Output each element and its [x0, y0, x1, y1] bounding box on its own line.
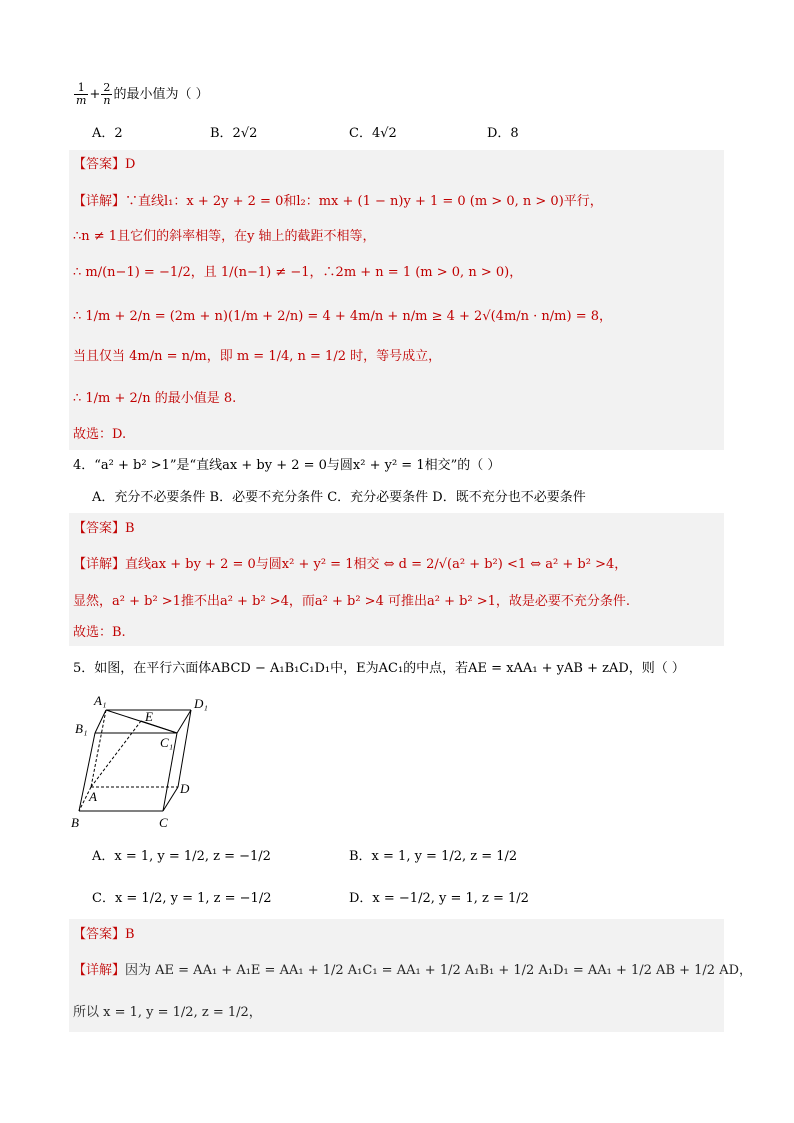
label-c1: C₁ [160, 735, 174, 750]
label-d: D [180, 781, 190, 796]
q3-choose: 故选：D. [73, 427, 127, 442]
answer-label: 【答案】 [73, 157, 126, 172]
hidden-segment-a-e [91, 721, 141, 787]
q5-stem: 5．如图，在平行六面体ABCD − A₁B₁C₁D₁中，E为AC₁的中点，若AE = xAA₁ + yAB + zAD，则（ ） [73, 661, 685, 676]
detail-label: 【详解】 [73, 557, 126, 572]
q5-answer [73, 925, 135, 945]
edge-a1-b1 [95, 710, 106, 733]
fraction-2-over-n: $\frac{2}{n}$ [103, 81, 111, 107]
q4-choose: 故选：B. [73, 625, 126, 640]
q3-detail-3: ∴ m/(n−1) = −1/2，且 1/(n−1) ≠ −1，∴2m + n = 1 (m > 0, n > 0)， [73, 265, 523, 280]
label-b1: B₁ [75, 721, 88, 736]
q5-detail-2: 所以 x = 1, y = 1/2, z = 1/2， [73, 1005, 262, 1020]
q4-options: A．充分不必要条件 B．必要不充分条件 C．充分必要条件 D．既不充分也不必要条件 [92, 490, 586, 505]
q3-answer [73, 155, 135, 175]
q5-option-b: B．x = 1, y = 1/2, z = 1/2 [349, 849, 518, 864]
detail-label: 【详解】 [73, 194, 126, 209]
label-a1: A₁ [94, 693, 107, 708]
answer-value: B [125, 521, 135, 536]
label-d1: D₁ [194, 696, 208, 711]
q4-detail-2: 显然，a² + b² >1推不出a² + b² >4，而a² + b² >4 可推出a² + b² >1，故是必要不充分条件. [73, 594, 631, 609]
answer-label: 【答案】 [73, 927, 126, 942]
q3-detail-1 [73, 192, 603, 212]
q5-option-c: C．x = 1/2, y = 1, z = −1/2 [92, 891, 272, 906]
hidden-edge-a1-a [91, 710, 106, 787]
q4-detail-1 [73, 555, 627, 575]
answer-value: D [125, 157, 136, 172]
q3-detail-6: ∴ 1/m + 2/n 的最小值是 8. [73, 391, 237, 406]
q5-option-d: D．x = −1/2, y = 1, z = 1/2 [349, 891, 529, 906]
q4-detail-line1: 直线ax + by + 2 = 0与圆x² + y² = 1相交 ⇔ d = 2/√(a² + b²) <1 ⇔ a² + b² >4， [125, 557, 628, 572]
q3-detail-line1: ∵直线l₁：x + 2y + 2 = 0和l₂：mx + (1 − n)y + 1 = 0 (m > 0, n > 0)平行， [125, 194, 603, 209]
answer-value: B [125, 927, 135, 942]
label-a: A [89, 789, 97, 804]
q3-option-c: C．4√2 [349, 126, 397, 141]
q5-option-a: A．x = 1, y = 1/2, z = −1/2 [92, 849, 271, 864]
q3-stem: $\frac{1}{m}$ + $\frac{2}{n}$ 的最小值为（ ） [76, 81, 209, 107]
q4-answer [73, 519, 135, 539]
q5-detail-1 [73, 961, 752, 981]
q3-detail-5: 当且仅当 4m/n = n/m，即 m = 1/4, n = 1/2 时，等号成立， [73, 349, 442, 364]
q3-option-b: B．2√2 [210, 126, 258, 141]
q4-solution-block [69, 513, 724, 646]
parallelepiped-figure [70, 690, 220, 835]
q3-detail-2: ∴n ≠ 1且它们的斜率相等，在y 轴上的截距不相等， [73, 229, 376, 244]
label-e: E [145, 709, 153, 724]
label-c: C [159, 815, 168, 830]
fraction-1-over-m: $\frac{1}{m}$ [76, 81, 87, 107]
q3-stem-text: 的最小值为（ ） [113, 87, 209, 102]
q4-stem: 4．“a² + b² >1”是“直线ax + by + 2 = 0与圆x² + y² = 1相交”的（ ） [73, 458, 501, 473]
q3-option-a: A．2 [92, 126, 123, 141]
q3-detail-4: ∴ 1/m + 2/n = (2m + n)(1/m + 2/n) = 4 + 4m/n + n/m ≥ 4 + 2√(4m/n · n/m) = 8， [73, 309, 613, 324]
answer-label: 【答案】 [73, 521, 126, 536]
label-b: B [71, 815, 79, 830]
q3-option-d: D．8 [487, 126, 519, 141]
q5-detail-line1: 因为 AE = AA₁ + A₁E = AA₁ + 1/2 A₁C₁ = AA₁ + 1/2 A₁B₁ + 1/2 A₁D₁ = AA₁ + 1/2 AB + 1/2 AD， [125, 963, 753, 978]
detail-label: 【详解】 [73, 963, 126, 978]
